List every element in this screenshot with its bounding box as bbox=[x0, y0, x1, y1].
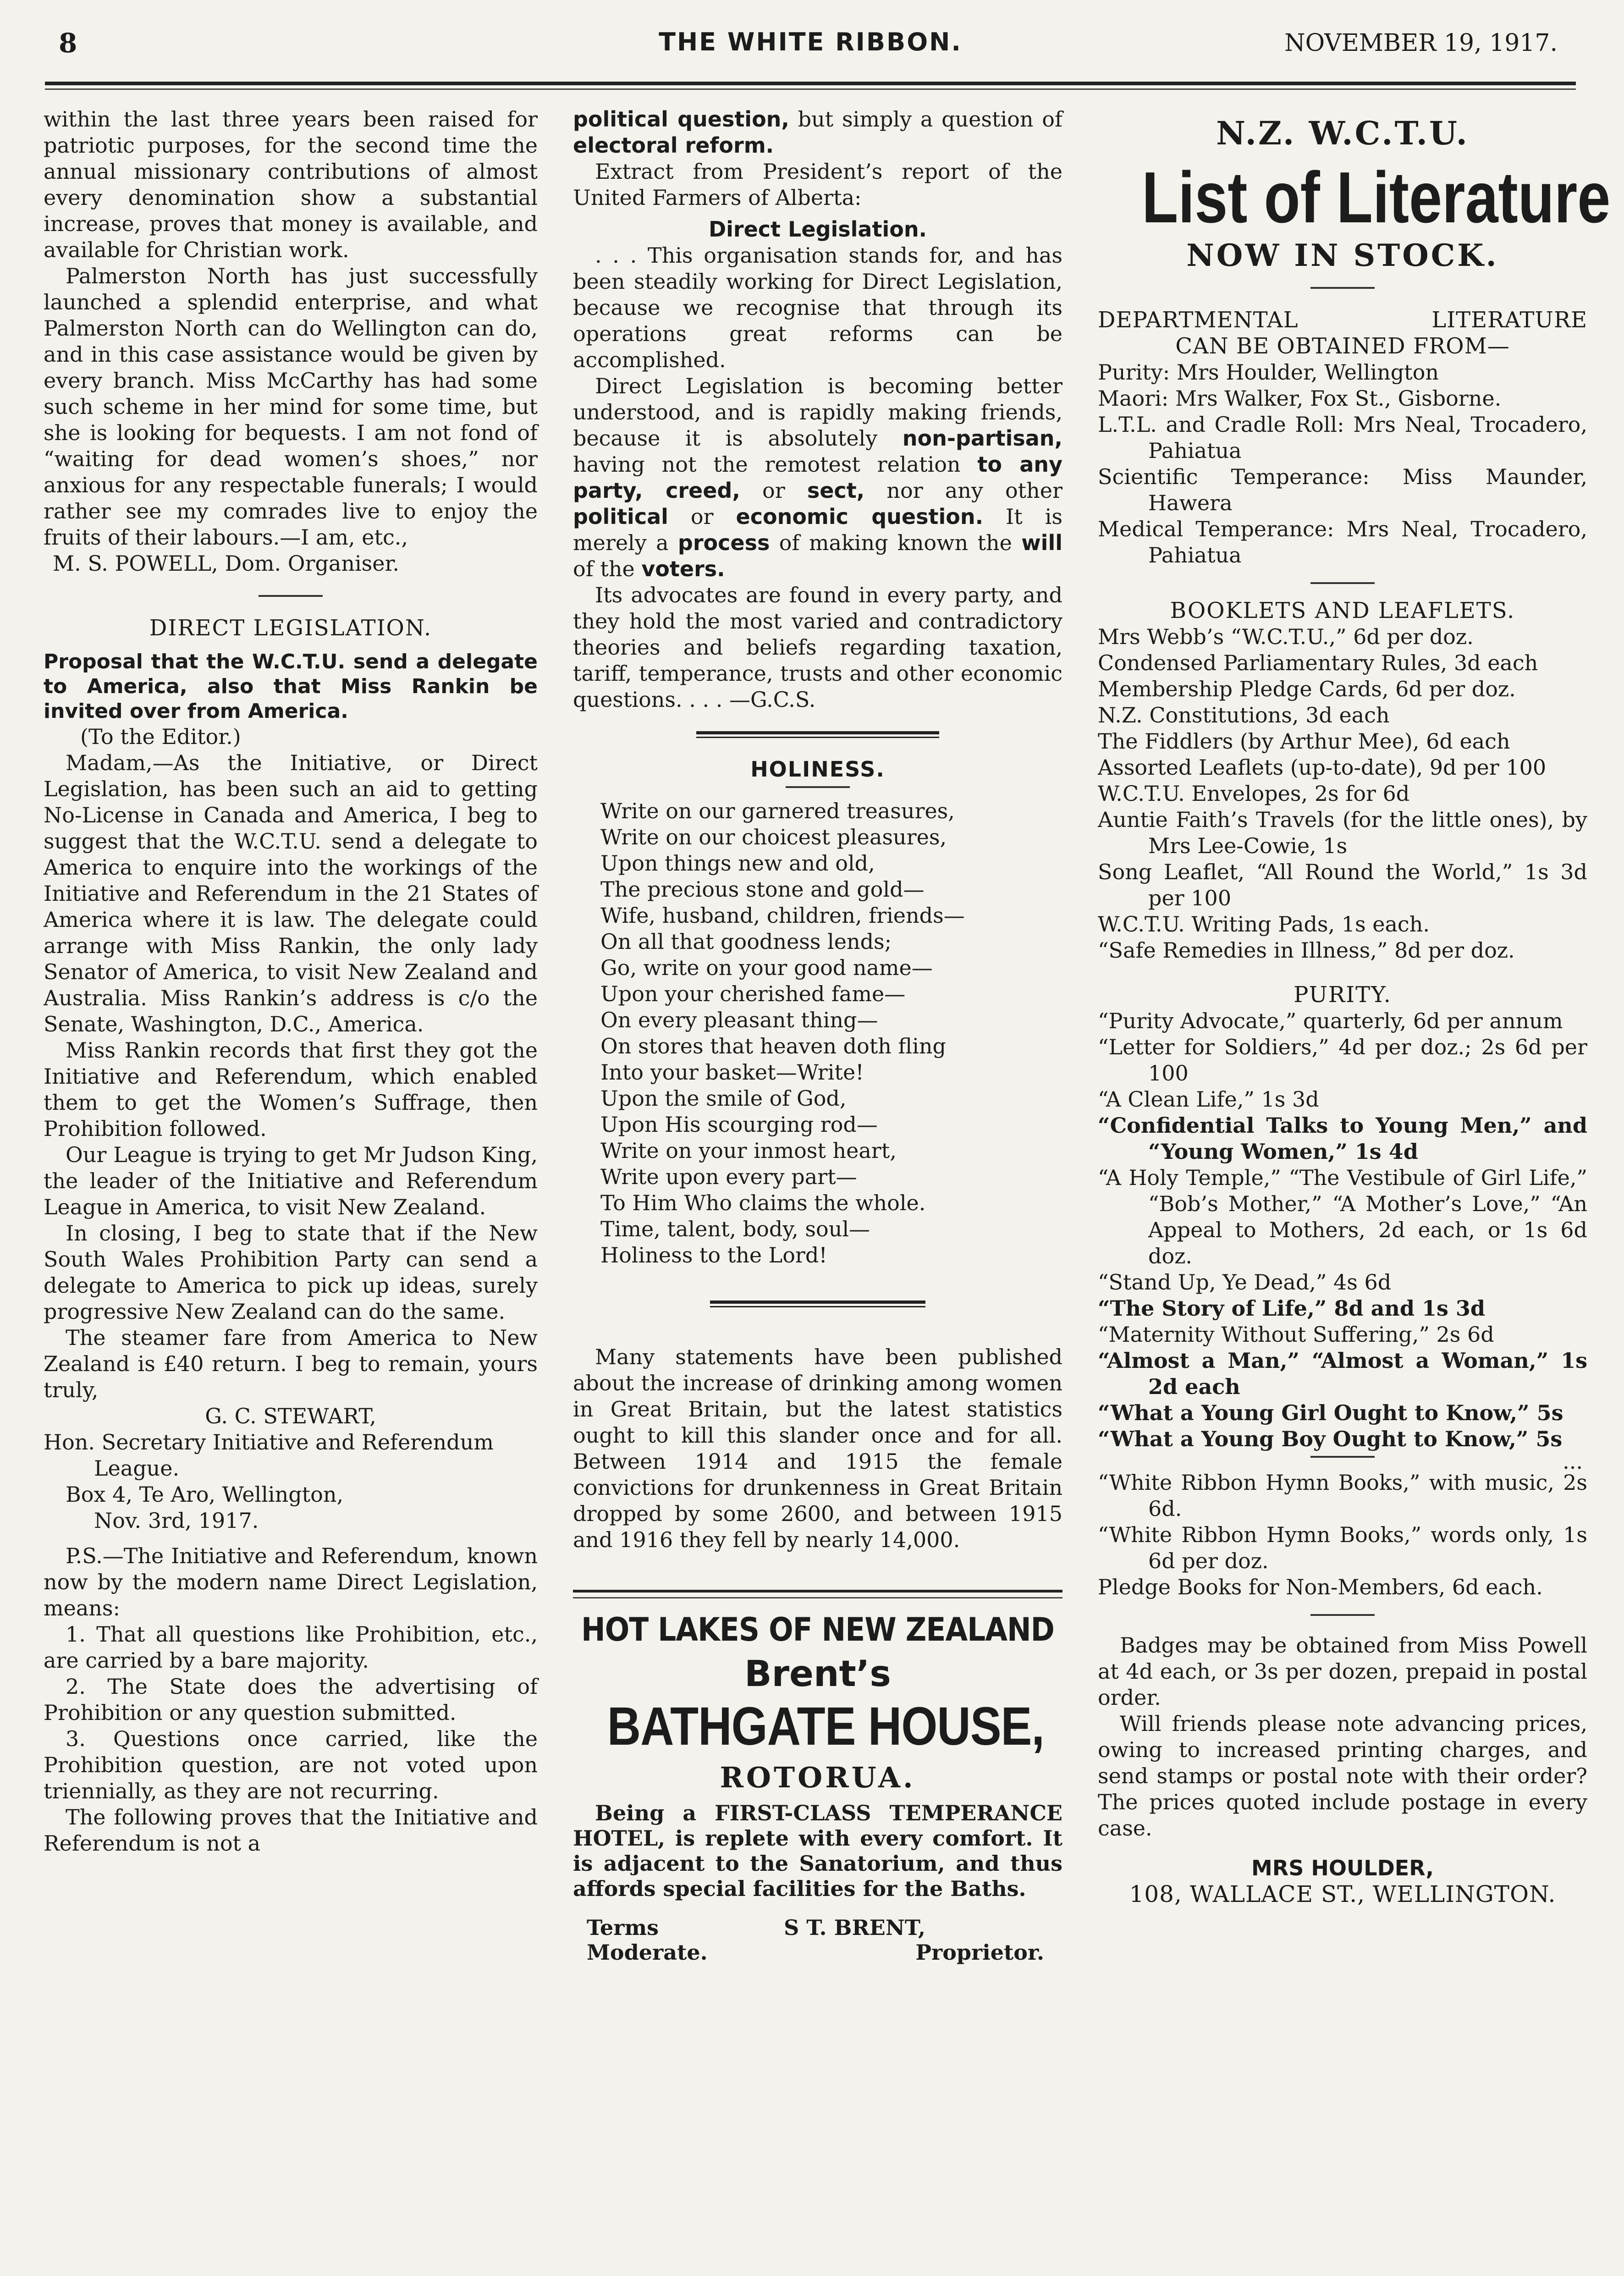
extract-paragraph: Its advocates are found in every party, and they hold the most varied and contradictory theories and beliefs regarding taxation, tariff, temperance, trusts and other economic questions. . . . —G.C.S. bbox=[573, 583, 1062, 712]
text: or bbox=[740, 478, 807, 503]
intro-paragraph: Palmerston North has just successfully launched a splendid enterprise, and what Palmerston North can do Wellington can do, and in this case assistance would be given by every branch. Miss McCarthy has had some such scheme in her mind for some time, but she is looking for bequests. I am not fond of “waiting for dead women’s shoes,” nor anxious for any respectable funerals; I would rather see my comrades live to enjoy the fruits of their labours.—I am, etc., bbox=[44, 264, 538, 550]
extract-paragraph: . . . This organisation stands for, and has been steadily working for Direct Legislation, because we recognise that through its operations great reforms can be accomplished. bbox=[573, 243, 1062, 372]
poem-line: Upon things new and old, bbox=[600, 851, 875, 876]
to-editor-label: (To the Editor.) bbox=[80, 724, 241, 749]
booklet-item: “Safe Remedies in Illness,” 8d per doz. bbox=[1098, 938, 1515, 963]
purity-heading: PURITY. bbox=[1294, 982, 1392, 1008]
purity-item: “Letter for Soldiers,” 4d per doz.; 2s 6d per 100 bbox=[1098, 1035, 1587, 1086]
poem-line: Time, talent, body, soul— bbox=[600, 1217, 870, 1241]
purity-item: “A Holy Temple,” “The Vestibule of Girl Life,” “Bob’s Mother,” “A Mother’s Love,” “An Appeal to Mothers, 2d each, or 1s 6d doz. bbox=[1098, 1165, 1587, 1268]
advert-proprietor-name: S T. BRENT, bbox=[784, 1915, 925, 1940]
advert-border-top-thin bbox=[573, 1597, 1062, 1598]
purity-item: “The Story of Life,” 8d and 1s 3d bbox=[1098, 1296, 1486, 1321]
ps-paragraph: P.S.—The Initiative and Referendum, known now by the modern name Direct Legislation, means: bbox=[44, 1543, 538, 1620]
extract-intro: Extract from President’s report of the United Farmers of Alberta: bbox=[573, 159, 1062, 210]
ellipsis: ... bbox=[1563, 1449, 1583, 1474]
emphasis: electoral reform. bbox=[573, 133, 774, 158]
booklet-item: Membership Pledge Cards, 6d per doz. bbox=[1098, 677, 1516, 701]
poem-line: On stores that heaven doth fling bbox=[600, 1034, 946, 1058]
emphasis: process bbox=[677, 530, 770, 555]
section-divider bbox=[1310, 1456, 1375, 1458]
poem-line: Write upon every part— bbox=[600, 1164, 857, 1189]
column-right bbox=[1098, 106, 1611, 1907]
booklet-item: Auntie Faith’s Travels (for the little ones), by Mrs Lee-Cowie, 1s bbox=[1098, 807, 1587, 858]
booklet-item: Song Leaflet, “All Round the World,” 1s 3d per 100 bbox=[1098, 860, 1587, 910]
signature-date: Nov. 3rd, 1917. bbox=[94, 1508, 259, 1533]
text: having not the remotest relation bbox=[573, 452, 978, 477]
signature-address: Box 4, Te Aro, Wellington, bbox=[66, 1482, 344, 1507]
masthead bbox=[45, 28, 1576, 60]
direct-legislation-heading: DIRECT LEGISLATION. bbox=[149, 615, 432, 641]
advert-headline: HOT LAKES OF NEW ZEALAND bbox=[581, 1611, 1054, 1648]
advert-owner: Brent’s bbox=[744, 1653, 891, 1695]
purity-item: “Stand Up, Ye Dead,” 4s 6d bbox=[1098, 1270, 1392, 1295]
emphasis: voters. bbox=[641, 557, 725, 581]
text: nor any other bbox=[864, 478, 1062, 503]
departmental-heading: CAN BE OBTAINED FROM— bbox=[1175, 333, 1510, 359]
ps-item: 2. The State does the advertising of Prohibition or any question submitted. bbox=[44, 1674, 538, 1725]
booklet-item: Condensed Parliamentary Rules, 3d each bbox=[1098, 650, 1538, 675]
column-left bbox=[44, 106, 538, 1857]
poem-line: Write on our choicest pleasures, bbox=[600, 825, 947, 849]
booklet-item: Mrs Webb’s “W.C.T.U.,” 6d per doz. bbox=[1098, 624, 1474, 649]
emphasis: economic question. bbox=[736, 504, 984, 529]
letter-paragraph: Miss Rankin records that first they got the Initiative and Referendum, which enabled them to get the Women’s Suffrage, then Prohibition followed. bbox=[44, 1038, 538, 1141]
advert-terms-line: Moderate. bbox=[587, 1940, 708, 1965]
intro-paragraph: within the last three years been raised for patriotic purposes, for the second time the annual missionary contributions of almost every denomination show a substantial increase, proves that money is available, and available for Christian work. bbox=[44, 107, 538, 262]
extract-paragraph bbox=[573, 373, 1062, 582]
booklet-item: W.C.T.U. Writing Pads, 1s each. bbox=[1098, 912, 1430, 937]
poem-line: Write on your inmost heart, bbox=[600, 1138, 897, 1163]
prices-note: Will friends please note advancing prices, owing to increased printing charges, and send stamps or postal note with their order? The prices quoted include postage in every case. bbox=[1098, 1711, 1587, 1841]
poem-line: Wife, husband, children, friends— bbox=[600, 903, 965, 928]
purity-item: “Purity Advocate,” quarterly, 6d per annum bbox=[1098, 1008, 1563, 1033]
ps-item: 1. That all questions like Prohibition, etc., are carried by a bare majority. bbox=[44, 1622, 538, 1673]
text: of making known the bbox=[770, 530, 1022, 555]
poem-line: Go, write on your good name— bbox=[600, 955, 933, 980]
poem-line: On all that goodness lends; bbox=[600, 929, 892, 954]
departmental-heading: DEPARTMENTAL LITERATURE bbox=[1098, 307, 1587, 333]
emphasis: political bbox=[573, 504, 668, 529]
emphasis: sect, bbox=[807, 478, 865, 503]
emphasis: to any party, creed, bbox=[573, 452, 1062, 503]
section-divider bbox=[259, 595, 323, 597]
contact-address: 108, WALLACE ST., WELLINGTON. bbox=[1129, 1881, 1556, 1907]
hymn-item: Pledge Books for Non-Members, 6d each. bbox=[1098, 1575, 1543, 1599]
poem-line: The precious stone and gold— bbox=[600, 877, 925, 902]
literature-title: List of Literature bbox=[1142, 157, 1611, 238]
direct-legislation-subheading: Proposal that the W.C.T.U. send a delegate to America, also that Miss Rankin be invited over from America. bbox=[44, 650, 538, 723]
text: or bbox=[668, 504, 736, 529]
poem-line: On every pleasant thing— bbox=[600, 1008, 878, 1032]
advert-terms-line: Terms bbox=[587, 1915, 659, 1940]
title-underline bbox=[786, 786, 850, 788]
emphasis: non-partisan, bbox=[902, 426, 1062, 451]
departmental-item: Medical Temperance: Mrs Neal, Trocadero, Pahiatua bbox=[1098, 517, 1587, 568]
continued-paragraph bbox=[573, 106, 1062, 159]
text: but simply a question of bbox=[789, 107, 1062, 132]
poem-line: Upon the smile of God, bbox=[600, 1086, 847, 1111]
issue-date: NOVEMBER 19, 1917. bbox=[1284, 29, 1558, 57]
masthead-rule-thin bbox=[45, 88, 1576, 90]
ps-paragraph: The following proves that the Initiative and Referendum is not a bbox=[44, 1805, 538, 1856]
masthead-rule bbox=[45, 82, 1576, 85]
purity-item: “A Clean Life,” 1s 3d bbox=[1098, 1087, 1319, 1112]
text: It is merely a bbox=[573, 504, 1062, 555]
poem-line: Write on our garnered treasures, bbox=[600, 799, 955, 823]
booklet-item: Assorted Leaflets (up-to-date), 9d per 100 bbox=[1098, 755, 1547, 780]
advert-proprietor-label: Proprietor. bbox=[915, 1940, 1044, 1965]
poem bbox=[573, 798, 1062, 1268]
section-divider bbox=[1310, 582, 1375, 584]
departmental-item: L.T.L. and Cradle Roll: Mrs Neal, Trocadero, Pahiatua bbox=[1098, 412, 1587, 463]
literature-subtitle: NOW IN STOCK. bbox=[1186, 237, 1499, 273]
advert-footer bbox=[573, 1915, 1062, 1970]
booklet-item: The Fiddlers (by Arthur Mee), 6d each bbox=[1098, 729, 1510, 754]
section-divider bbox=[1310, 1614, 1375, 1616]
advert-border-top bbox=[573, 1590, 1062, 1593]
advert-body: Being a FIRST-CLASS TEMPERANCE HOTEL, is replete with every comfort. It is adjacent to the Sanatorium, and thus affords special facilities for the Baths. bbox=[573, 1801, 1062, 1901]
section-divider bbox=[1310, 287, 1375, 289]
statistics-paragraph: Many statements have been published about the increase of drinking among women in Great Britain, but the latest statistics ought to kill this slander once and for all. Between 1914 and 1915 the female convictions for drunkenness in Great Britain dropped by some 2600, and between 1915 and 1916 they fell by nearly 14,000. bbox=[573, 1345, 1062, 1552]
poem-line: Holiness to the Lord! bbox=[600, 1243, 827, 1268]
poem-line: Upon His scourging rod— bbox=[600, 1112, 878, 1137]
column-middle bbox=[573, 106, 1062, 1970]
emphasis: political question, bbox=[573, 107, 789, 132]
purity-item: “What a Young Girl Ought to Know,” 5s bbox=[1098, 1400, 1563, 1425]
letter-paragraph: The steamer fare from America to New Zealand is £40 return. I beg to remain, yours truly, bbox=[44, 1325, 538, 1402]
signature-title: Hon. Secretary Initiative and Referendum League. bbox=[44, 1430, 494, 1481]
letter-paragraph: Our League is trying to get Mr Judson King, the leader of the Initiative and Referendum League in America, to visit New Zealand. bbox=[44, 1142, 538, 1219]
letter-paragraph: Madam,—As the Initiative, or Direct Legislation, has been such an aid to getting No-License in Canada and America, I beg to suggest that the W.C.T.U. send a delegate to America to enquire into the workings of the Initiative and Referendum in the 21 States of America where it is law. The delegate could arrange with Miss Rankin, the only lady Senator of America, to visit New Zealand and Australia. Miss Rankin’s address is c/o the Senate, Washington, D.C., America. bbox=[44, 750, 538, 1036]
poem-title: HOLINESS. bbox=[750, 757, 885, 782]
contact-name: MRS HOULDER, bbox=[1251, 1856, 1434, 1880]
section-divider bbox=[710, 1301, 925, 1307]
poem-line: To Him Who claims the whole. bbox=[600, 1190, 926, 1215]
poem-line: Into your basket—Write! bbox=[600, 1060, 864, 1085]
signature-name: G. C. STEWART, bbox=[205, 1404, 376, 1428]
advert-hotel-name: BATHGATE HOUSE, bbox=[607, 1696, 1044, 1757]
hotel-advertisement bbox=[573, 1611, 1062, 1970]
text: of the bbox=[573, 557, 642, 581]
purity-item: “Maternity Without Suffering,” 2s 6d bbox=[1098, 1322, 1494, 1347]
advert-location: ROTORUA. bbox=[720, 1761, 916, 1794]
poem-line: Upon your cherished fame— bbox=[600, 981, 906, 1006]
booklet-item: N.Z. Constitutions, 3d each bbox=[1098, 703, 1390, 727]
purity-item: “Confidential Talks to Young Men,” and “Young Women,” 1s 4d bbox=[1098, 1113, 1587, 1164]
hymn-item: “White Ribbon Hymn Books,” words only, 1s 6d per doz. bbox=[1098, 1522, 1587, 1573]
departmental-item: Scientific Temperance: Miss Maunder, Hawera bbox=[1098, 464, 1587, 515]
badges-note: Badges may be obtained from Miss Powell at 4d each, or 3s per dozen, prepaid in postal order. bbox=[1098, 1633, 1587, 1710]
departmental-item: Purity: Mrs Houlder, Wellington bbox=[1098, 360, 1439, 385]
purity-item: “Almost a Man,” “Almost a Woman,” 1s 2d each bbox=[1098, 1348, 1587, 1399]
section-divider bbox=[696, 731, 939, 738]
booklets-heading: BOOKLETS AND LEAFLETS. bbox=[1170, 598, 1515, 623]
letter-signature: M. S. POWELL, Dom. Organiser. bbox=[53, 551, 400, 576]
emphasis: will bbox=[1021, 530, 1062, 555]
publication-title: THE WHITE RIBBON. bbox=[659, 28, 962, 56]
ps-item: 3. Questions once carried, like the Prohibition question, are not voted upon triennially, as they are not recurring. bbox=[44, 1726, 538, 1803]
purity-item: “What a Young Boy Ought to Know,” 5s bbox=[1098, 1427, 1563, 1451]
page-number: 8 bbox=[59, 28, 77, 59]
divider-row bbox=[1098, 1449, 1587, 1474]
letter-paragraph: In closing, I beg to state that if the New South Wales Prohibition Party can send a delegate to America to pick up ideas, surely progressive New Zealand can do the same. bbox=[44, 1221, 538, 1324]
hymn-item: “White Ribbon Hymn Books,” with music, 2s 6d. bbox=[1098, 1470, 1587, 1521]
departmental-item: Maori: Mrs Walker, Fox St., Gisborne. bbox=[1098, 386, 1502, 411]
advert-terms bbox=[587, 1915, 708, 1965]
extract-heading: Direct Legislation. bbox=[708, 217, 927, 242]
booklet-item: W.C.T.U. Envelopes, 2s for 6d bbox=[1098, 781, 1410, 806]
text: Direct Legislation is becoming better understood, and is rapidly making friends, because it is absolutely bbox=[573, 374, 1062, 451]
literature-org: N.Z. W.C.T.U. bbox=[1216, 114, 1469, 152]
